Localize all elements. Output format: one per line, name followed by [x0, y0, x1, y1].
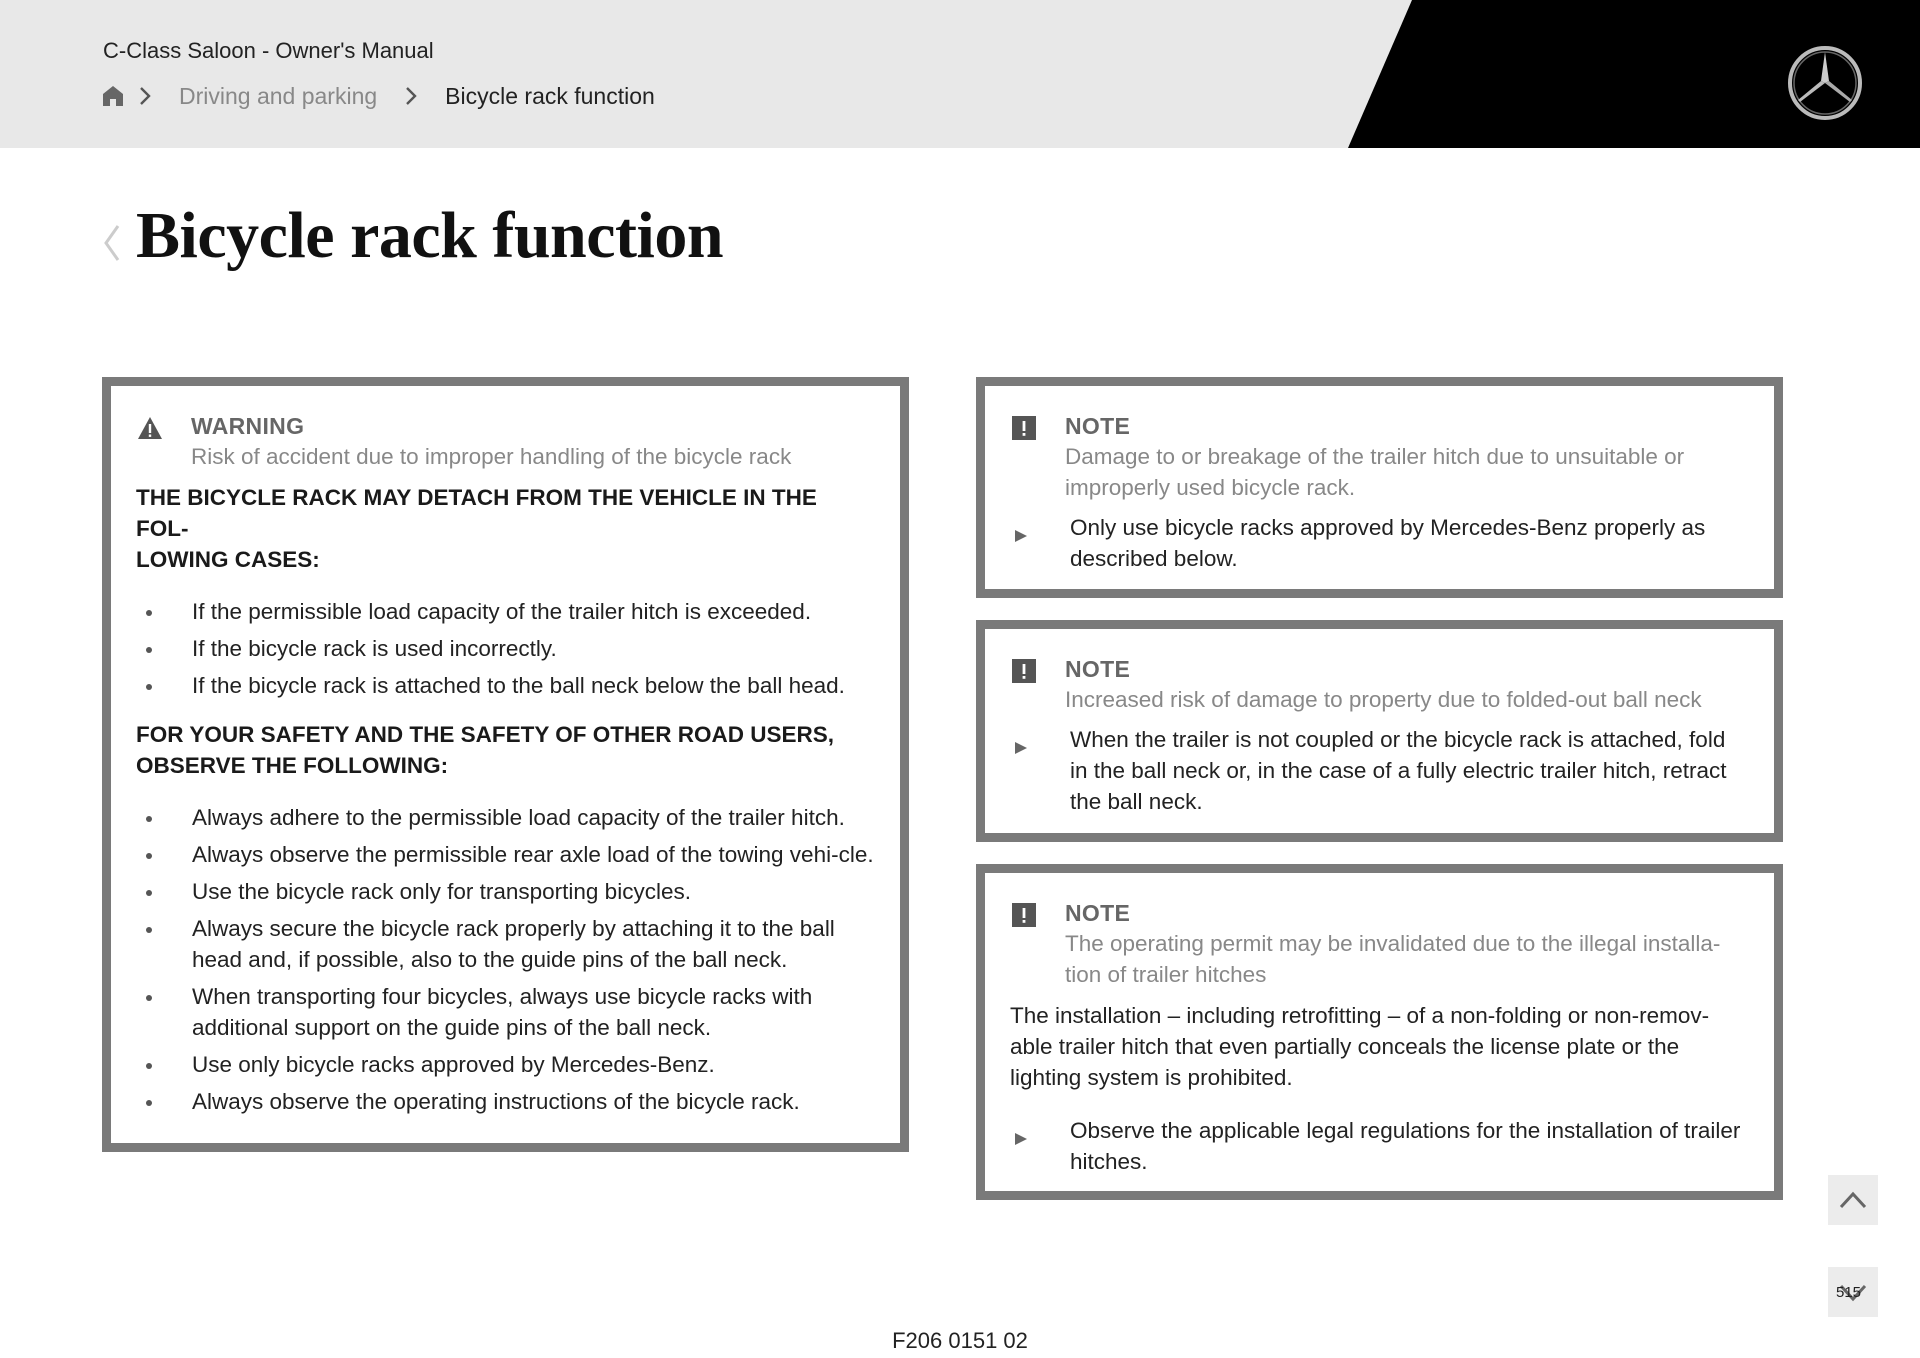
- chevron-right-icon: [125, 86, 165, 106]
- note-label: NOTE: [1065, 900, 1131, 926]
- exclamation-square-icon: [1011, 658, 1037, 684]
- mercedes-star-logo: [1786, 44, 1864, 122]
- warning-rules-list: [136, 802, 875, 1117]
- exclamation-square-icon: [1011, 415, 1037, 441]
- list-item: If the permissible load capacity of the trailer hitch is exceeded.: [136, 596, 875, 627]
- step-text: Only use bicycle racks approved by Mercedes-Benz properly as described below.: [1070, 515, 1706, 571]
- warning-triangle-icon: [137, 415, 163, 441]
- step-text: When the trailer is not coupled or the bicycle rack is attached, fold in the ball neck or, in the case of a fully electric trailer hitch, retract the ball neck.: [1070, 727, 1727, 814]
- note-box-1: [976, 377, 1783, 598]
- breadcrumb-current: Bicycle rack function: [445, 82, 655, 109]
- warning-heading-safety: [136, 719, 875, 781]
- breadcrumb-link-driving-and-parking[interactable]: Driving and parking: [179, 82, 378, 109]
- note-subtitle: Damage to or breakage of the trailer hitch due to unsuitable or improperly used bicycle rack.: [1065, 444, 1685, 500]
- note-step: [1010, 512, 1749, 574]
- warning-cases-list: [136, 596, 875, 701]
- play-arrow-icon: [1014, 520, 1028, 534]
- note-subtitle: The operating permit may be invalidated due to the illegal installa-tion of trailer hitches: [1065, 931, 1721, 987]
- list-item: Use the bicycle rack only for transporting bicycles.: [136, 876, 875, 907]
- note-label: NOTE: [1065, 413, 1131, 439]
- list-item: Always adhere to the permissible load capacity of the trailer hitch.: [136, 802, 875, 833]
- warning-subtitle: Risk of accident due to improper handling of the bicycle rack: [191, 444, 792, 469]
- note-box-3: [976, 864, 1783, 1200]
- play-arrow-icon: [1014, 732, 1028, 746]
- exclamation-square-icon: [1011, 902, 1037, 928]
- heading-line: THE BICYCLE RACK MAY DETACH FROM THE VEHICLE IN THE FOL-: [136, 485, 817, 541]
- note-paragraph: The installation – including retrofitting – of a non-folding or non-remov-able trailer hitch that even partially conceals the license plate or the lighting system is prohibited.: [1010, 1003, 1710, 1090]
- back-chevron-icon[interactable]: [100, 222, 124, 264]
- manual-title: C-Class Saloon - Owner's Manual: [103, 38, 434, 63]
- list-item: If the bicycle rack is used incorrectly.: [136, 633, 875, 664]
- note-step: [1010, 724, 1749, 817]
- heading-line: LOWING CASES:: [136, 547, 320, 572]
- warning-heading-cases: [136, 482, 875, 575]
- warning-box: [102, 377, 909, 1152]
- step-text: Observe the applicable legal regulations for the installation of trailer hitches.: [1070, 1118, 1741, 1174]
- page-number: 515: [1836, 1284, 1862, 1301]
- breadcrumb: [101, 80, 655, 112]
- page-title: Bicycle rack function: [136, 199, 724, 272]
- note-step: [1010, 1115, 1749, 1177]
- list-item: When transporting four bicycles, always use bicycle racks with additional support on the guide pins of the ball neck.: [136, 981, 875, 1043]
- list-item: Use only bicycle racks approved by Mercedes-Benz.: [136, 1049, 875, 1080]
- scroll-up-button[interactable]: [1828, 1175, 1878, 1225]
- list-item: Always observe the permissible rear axle load of the towing vehi-cle.: [136, 839, 875, 870]
- chevron-right-icon: [391, 86, 431, 106]
- home-icon[interactable]: [101, 84, 125, 108]
- list-item: Always secure the bicycle rack properly by attaching it to the ball head and, if possible, also to the guide pins of the ball neck.: [136, 913, 875, 975]
- list-item: Always observe the operating instructions of the bicycle rack.: [136, 1086, 875, 1117]
- list-item: If the bicycle rack is attached to the ball neck below the ball head.: [136, 670, 875, 701]
- play-arrow-icon: [1014, 1123, 1028, 1137]
- heading-line: OBSERVE THE FOLLOWING:: [136, 753, 449, 778]
- note-box-2: [976, 620, 1783, 842]
- note-label: NOTE: [1065, 656, 1131, 682]
- chevron-up-icon: [1839, 1189, 1867, 1211]
- heading-line: FOR YOUR SAFETY AND THE SAFETY OF OTHER ROAD USERS,: [136, 722, 834, 747]
- note-subtitle: Increased risk of damage to property due to folded-out ball neck: [1065, 687, 1702, 712]
- warning-label: WARNING: [191, 413, 305, 439]
- document-code: F206 0151 02: [892, 1328, 1028, 1353]
